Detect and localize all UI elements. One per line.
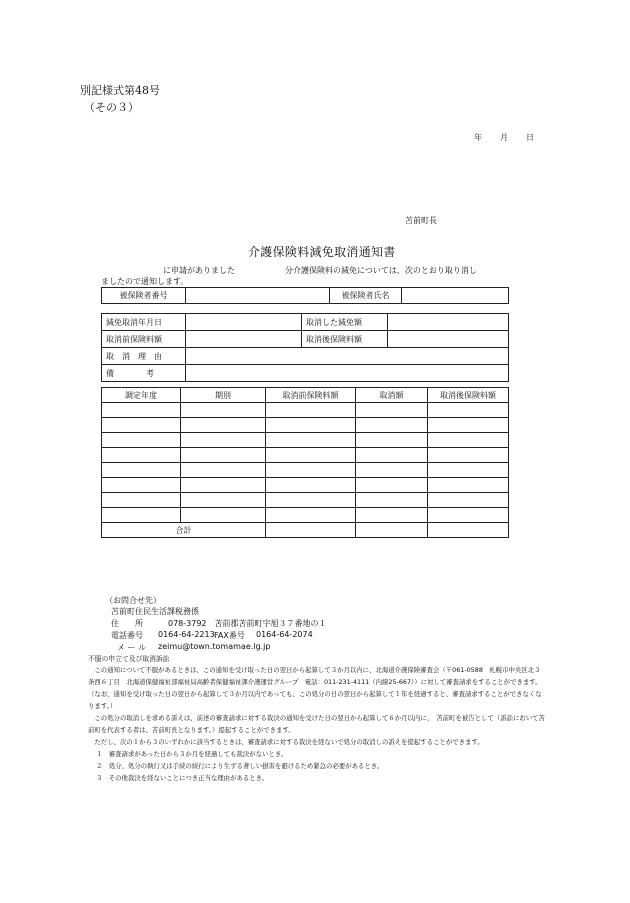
table-row: [102, 403, 509, 418]
reason-field[interactable]: [186, 348, 509, 365]
address-label: 住 所: [111, 619, 143, 628]
col-header-period: 期別: [181, 388, 266, 403]
intro-line2: ましたので通知します。: [101, 277, 189, 286]
table-cell[interactable]: [266, 433, 356, 448]
total-row: [102, 523, 509, 538]
table-cell[interactable]: [181, 403, 266, 418]
table-cell[interactable]: [428, 493, 509, 508]
table-cell[interactable]: [356, 448, 428, 463]
table-row: [102, 463, 509, 478]
phone-value: 0164-64-2213: [158, 630, 215, 639]
table-cell[interactable]: [356, 508, 428, 523]
col-header-year: 調定年度: [102, 388, 181, 403]
form-number: 別記様式第48号: [80, 84, 160, 97]
table-cell[interactable]: [356, 493, 428, 508]
table-cell[interactable]: [102, 433, 181, 448]
contact-heading: （お問合せ先）: [105, 596, 161, 605]
notes-paragraph-1: この通知について不服があるときは、この通知を受け取った日の翌日から起算して３か月以内に、北海道介護保険審査会（〒061-0588 札幌市中央区北３条西６丁目 北海道保健福祉部福祉局高齢者保健福祉課介護運営グループ 電話：011-231-4111（内線25-667））に対して審査請求をすることができます。（なお、通知を受け取った日の翌日から起算して３か月以内であっても、この処分の日の翌日から起算して１年を経過すると、審査請求することができなくなります。）: [88, 666, 542, 710]
table-cell[interactable]: [102, 463, 181, 478]
phone-label: 電話番号: [111, 631, 143, 640]
post-cancel-field[interactable]: [388, 331, 509, 348]
notes-block: [88, 664, 546, 784]
col-header-pre-cancel: 取消前保険料額: [266, 388, 356, 403]
total-cell[interactable]: [266, 523, 356, 538]
canceled-amount-field[interactable]: [388, 314, 509, 331]
table-row: [102, 418, 509, 433]
table-cell[interactable]: [181, 448, 266, 463]
notes-paragraph-2: この処分の取消しを求める訴えは、前述の審査請求に対する裁決の通知を受けた日の翌日から起算して６か月以内に、 苫前町を被告として（訴訟において苫前町を代表する者は、苫前町長となります。）提起することができます。: [88, 714, 545, 734]
contact-department: 苫前町住民生活課税務係: [111, 607, 199, 616]
insured-table: [101, 287, 509, 304]
exemption-date-label: 減免取消年月日: [102, 314, 186, 331]
table-cell[interactable]: [181, 418, 266, 433]
total-label: 合計: [102, 523, 266, 538]
table-row: [102, 433, 509, 448]
table-cell[interactable]: [102, 508, 181, 523]
table-cell[interactable]: [356, 433, 428, 448]
address-value: 078-3792 苫前郡苫前町字旭３７番地の１: [168, 619, 327, 628]
table-cell[interactable]: [428, 463, 509, 478]
table-cell[interactable]: [102, 418, 181, 433]
col-header-post-cancel: 取消後保険料額: [428, 388, 509, 403]
date-year: 年: [474, 133, 482, 142]
table-cell[interactable]: [266, 403, 356, 418]
table-cell[interactable]: [266, 478, 356, 493]
insured-number-label: 被保険者番号: [102, 288, 186, 304]
table-cell[interactable]: [181, 493, 266, 508]
issuer: 苫前町長: [405, 216, 437, 225]
table-cell[interactable]: [102, 448, 181, 463]
table-cell[interactable]: [266, 418, 356, 433]
table-row: [102, 508, 509, 523]
table-cell[interactable]: [266, 493, 356, 508]
remarks-field[interactable]: [186, 365, 509, 382]
notes-item-3: ３ その他裁決を経ないことにつき正当な理由があるとき。: [96, 774, 269, 782]
table-cell[interactable]: [181, 478, 266, 493]
table-cell[interactable]: [181, 463, 266, 478]
total-cell[interactable]: [356, 523, 428, 538]
date-day: 日: [526, 133, 534, 142]
details-table: [101, 313, 509, 382]
table-cell[interactable]: [428, 418, 509, 433]
table-cell[interactable]: [428, 403, 509, 418]
mail-value[interactable]: zeimu@town.tomamae.lg.jp: [158, 642, 271, 651]
period-table: [101, 387, 509, 538]
table-cell[interactable]: [181, 433, 266, 448]
table-row: [102, 448, 509, 463]
intro-line1-b: 分介護保険料の減免については、次のとおり取り消し: [285, 266, 477, 275]
table-cell[interactable]: [356, 478, 428, 493]
fax-label: FAX番号: [214, 631, 245, 640]
canceled-amount-label: 取消した減免額: [302, 314, 388, 331]
fax-value: 0164-64-2074: [256, 630, 313, 639]
table-cell[interactable]: [356, 463, 428, 478]
table-cell[interactable]: [102, 478, 181, 493]
total-cell[interactable]: [428, 523, 509, 538]
insured-name-label: 被保険者氏名: [330, 288, 402, 304]
intro-line1-a: に申請がありました: [163, 266, 235, 275]
table-cell[interactable]: [266, 463, 356, 478]
reason-label: 取 消 理 由: [102, 348, 186, 365]
table-cell[interactable]: [102, 493, 181, 508]
table-cell[interactable]: [356, 418, 428, 433]
notes-item-1: １ 審査請求があった日から３か月を経過しても裁決がないとき。: [96, 750, 288, 758]
notes-item-2: ２ 処分、処分の執行又は手続の続行により生ずる著しい損害を避けるため緊急の必要があるとき。: [96, 762, 384, 770]
table-cell[interactable]: [428, 433, 509, 448]
exemption-date-field[interactable]: [186, 314, 302, 331]
table-cell[interactable]: [266, 448, 356, 463]
table-row: [102, 493, 509, 508]
table-cell[interactable]: [428, 508, 509, 523]
table-row: [102, 478, 509, 493]
pre-cancel-field[interactable]: [186, 331, 302, 348]
table-cell[interactable]: [428, 478, 509, 493]
insured-number-field[interactable]: [186, 288, 330, 304]
table-cell[interactable]: [102, 403, 181, 418]
table-cell[interactable]: [428, 448, 509, 463]
form-sub-number: （その３）: [84, 101, 139, 114]
date-month: 月: [500, 133, 508, 142]
post-cancel-label: 取消後保険料額: [302, 331, 388, 348]
mail-label: メ ー ル: [117, 643, 147, 652]
table-cell[interactable]: [356, 403, 428, 418]
page-title: 介護保険料減免取消通知書: [248, 245, 396, 259]
table-cell[interactable]: [266, 508, 356, 523]
col-header-cancel-amount: 取消額: [356, 388, 428, 403]
remarks-label: 備 考: [102, 365, 186, 382]
insured-name-field[interactable]: [402, 288, 509, 304]
table-cell[interactable]: [181, 508, 266, 523]
notes-paragraph-3: ただし、次の１から３のいずれかに該当するときは、審査請求に対する裁決を経ないで処分の取消しの訴えを提起することができます。: [88, 738, 484, 746]
pre-cancel-label: 取消前保険料額: [102, 331, 186, 348]
notes-heading: 不服の申立て及び取消訴訟: [88, 655, 170, 663]
